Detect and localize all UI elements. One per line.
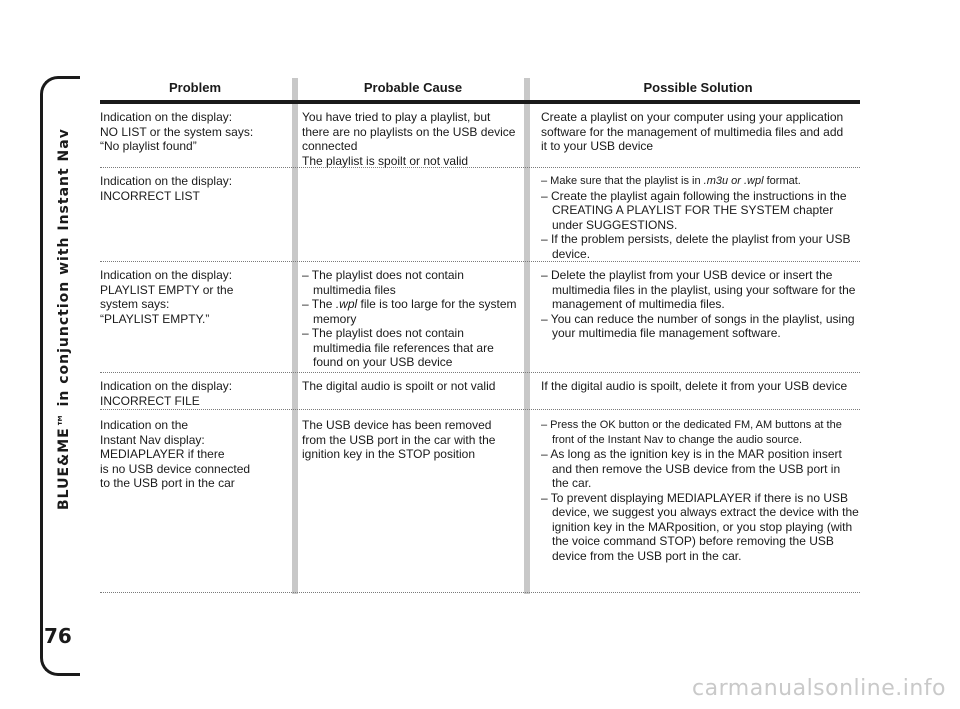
problem-cell — [100, 174, 288, 203]
solution-item: – Create the playlist again following the instructions in the CREATING A PLAYLIST FOR THE SYSTEM chapter under SUGGESTIONS. — [541, 188, 847, 232]
text-line: is no USB device connected — [100, 461, 251, 476]
text-line: NO LIST or the system says: — [100, 124, 254, 139]
cause-item: – The playlist does not contain multimedia files — [302, 268, 464, 297]
watermark: carmanualsonline.info — [692, 676, 946, 701]
text-line: The digital audio is spoilt or not valid — [302, 379, 496, 393]
text-line: “PLAYLIST EMPTY.” — [100, 311, 210, 326]
solution-cell — [541, 110, 859, 154]
text-line: Instant Nav display: — [100, 432, 205, 447]
text-line: to the USB port in the car — [100, 476, 235, 490]
solution-item: – As long as the ignition key is in the MAR position insert and then remove the USB device from the USB port in the car. — [541, 447, 842, 490]
solution-item: – You can reduce the number of songs in the playlist, using your multimedia file management software. — [541, 311, 855, 340]
text-line: MEDIAPLAYER if there — [100, 447, 225, 461]
text-line: You have tried to play a playlist, but — [302, 110, 491, 124]
text-line: system says: — [100, 297, 170, 311]
text-line: from the USB port in the car with the — [302, 432, 496, 447]
table-row — [100, 410, 860, 593]
solution-item: – If the problem persists, delete the playlist from your USB device. — [541, 232, 851, 261]
text-line: INCORRECT LIST — [100, 188, 200, 203]
text-line: Indication on the display: — [100, 174, 233, 188]
cause-cell — [302, 418, 524, 462]
text-line: Indication on the display: — [100, 268, 233, 282]
problem-cell — [100, 418, 288, 491]
solution-cell — [541, 268, 859, 341]
table-row — [100, 262, 860, 373]
header-problem: Problem — [168, 80, 221, 95]
problem-cell — [100, 379, 288, 408]
text-line: ignition key in the STOP position — [302, 447, 475, 461]
cause-cell — [302, 110, 524, 168]
solution-item: – Make sure that the playlist is in .m3u or .wpl format. — [541, 175, 801, 187]
solution-item: – To prevent displaying MEDIAPLAYER if there is no USB device, we suggest you always extract the device with the ignition key in the MARposition, or you stop playing (with the voice command STOP) before removing the USB device from the USB port in the car. — [541, 490, 859, 563]
cause-cell — [302, 379, 524, 394]
text-line: Indication on the display: — [100, 110, 233, 124]
solution-item: – Delete the playlist from your USB device or insert the multimedia files in the playlist, using your software for the management of multimedia files. — [541, 268, 856, 311]
cause-cell — [302, 268, 524, 370]
table-row — [100, 168, 860, 262]
header-solution: Possible Solution — [643, 80, 753, 95]
side-title: BLUE&ME™ in conjunction with Instant Nav — [56, 128, 72, 510]
text-line: PLAYLIST EMPTY or the — [100, 282, 234, 297]
solution-cell — [541, 174, 859, 261]
solution-item: – Press the OK button or the dedicated FM, AM buttons at the front of the Instant Nav to change the audio source. — [541, 419, 842, 446]
text-line: “No playlist found” — [100, 139, 197, 153]
troubleshooting-table — [100, 78, 860, 593]
solution-cell — [541, 379, 859, 394]
solution-cell — [541, 418, 859, 563]
text-line: connected — [302, 139, 358, 153]
text-line: it to your USB device — [541, 139, 654, 153]
header-cause: Probable Cause — [363, 80, 463, 95]
table-header — [100, 78, 860, 104]
problem-cell — [100, 110, 288, 154]
text-line: Create a playlist on your computer using your application — [541, 110, 844, 124]
text-line: The USB device has been removed — [302, 418, 492, 432]
problem-cell — [100, 268, 288, 326]
text-line: software for the management of multimedia files and add — [541, 124, 844, 139]
text-line: there are no playlists on the USB device — [302, 124, 516, 139]
text-line: The playlist is spoilt or not valid — [302, 153, 469, 168]
cause-item: – The playlist does not contain multimedia file references that are found on your USB device — [302, 326, 494, 369]
page-number: 76 — [44, 624, 72, 648]
text-line: Indication on the — [100, 418, 189, 432]
text-line: INCORRECT FILE — [100, 393, 200, 408]
table-row — [100, 104, 860, 168]
table-row — [100, 373, 860, 410]
text-line: If the digital audio is spoilt, delete it from your USB device — [541, 379, 848, 393]
text-line: Indication on the display: — [100, 379, 233, 393]
cause-item: – The .wpl file is too large for the system memory — [302, 297, 517, 326]
